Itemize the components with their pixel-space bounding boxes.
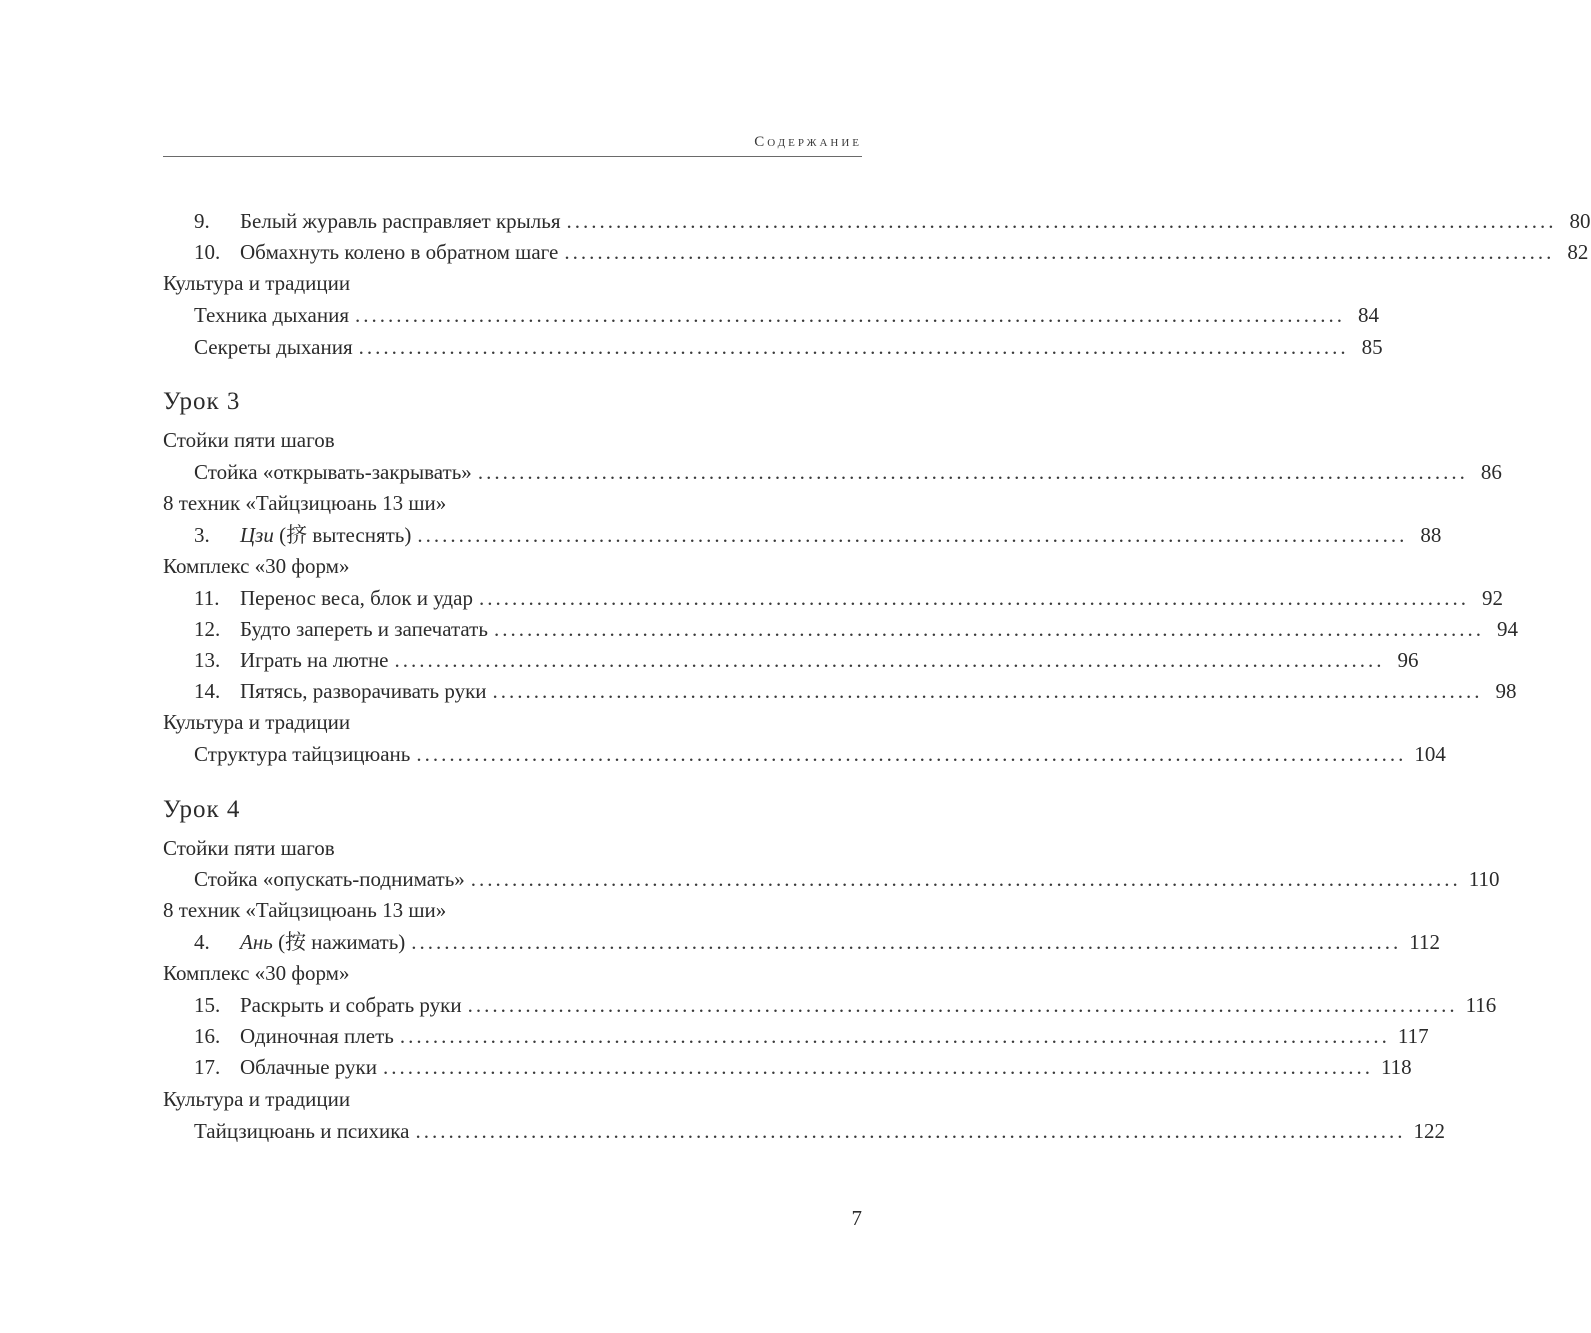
toc-entry[interactable] [163,237,1589,268]
section-heading: Комплекс «30 форм» [163,961,350,985]
entry-title [240,520,411,551]
entry-page: 98 [1495,679,1517,703]
section-heading: 8 техник «Тайцзицюань 13 ши» [163,898,447,922]
section-heading: Стойки пяти шагов [163,836,335,860]
toc-entry[interactable] [163,1052,1412,1083]
dot-leader: ........................................................................................................................ [467,993,1458,1017]
dot-leader: ........................................................................................................................ [477,460,1468,484]
dot-leader: ........................................................................................................................ [394,648,1385,672]
entry-number: 10. [194,240,221,264]
entry-page: 112 [1409,930,1441,954]
entry-number: 13. [194,648,221,672]
entry-page: 92 [1481,586,1503,610]
entry-title: Секреты дыхания [194,335,353,359]
toc-entry[interactable] [163,739,1446,770]
technique-translation: (按 нажимать) [272,930,406,954]
dot-leader: ........................................................................................................................ [566,209,1557,233]
toc-entry[interactable] [163,1116,1445,1147]
entry-title: Техника дыхания [194,303,349,327]
entry-page: 104 [1414,742,1446,766]
technique-term: Цзи [240,523,274,547]
header-rule [163,156,862,157]
section-heading: 8 техник «Тайцзицюань 13 ши» [163,491,447,515]
dot-leader: ........................................................................................................................ [417,523,1408,547]
entry-number: 3. [194,523,210,547]
dot-leader: ........................................................................................................................ [416,742,1407,766]
entry-page: 88 [1420,523,1442,547]
entry-number: 9. [194,209,210,233]
entry-page: 94 [1496,617,1518,641]
dot-leader: ........................................................................................................................ [354,303,1345,327]
toc-entry[interactable] [163,614,1518,645]
entry-number: 15. [194,993,221,1017]
entry-title: Играть на лютне [240,648,389,672]
entry-page: 80 [1569,209,1591,233]
running-head: Содержание [754,134,862,150]
entry-title: Раскрыть и собрать руки [240,993,462,1017]
entry-title: Одиночная плеть [240,1024,394,1048]
entry-page: 82 [1567,240,1589,264]
dot-leader: ........................................................................................................................ [492,679,1483,703]
entry-title: Пятясь, разворачивать руки [240,679,487,703]
dot-leader: ........................................................................................................................ [564,240,1555,264]
entry-number: 12. [194,617,221,641]
technique-translation: (挤 вытеснять) [273,523,412,547]
entry-title: Перенос веса, блок и удар [240,586,473,610]
toc-entry[interactable] [163,583,1503,614]
dot-leader: ........................................................................................................................ [415,1119,1406,1143]
entry-page: 117 [1397,1024,1429,1048]
entry-page: 96 [1397,648,1419,672]
section-heading: Культура и традиции [163,271,351,295]
entry-title: Облачные руки [240,1055,377,1079]
section-heading: Стойки пяти шагов [163,428,335,452]
toc-entry[interactable] [163,927,1441,958]
entry-page: 122 [1413,1119,1445,1143]
dot-leader: ........................................................................................................................ [382,1055,1373,1079]
lesson-3-title: Урок 3 [163,388,241,415]
entry-title [240,927,405,958]
entry-page: 85 [1361,335,1383,359]
entry-page: 84 [1357,303,1379,327]
toc-entry[interactable] [163,332,1383,363]
section-heading: Комплекс «30 форм» [163,554,350,578]
entry-title: Структура тайцзицюань [194,742,411,766]
entry-title: Стойка «открывать-закрывать» [194,460,472,484]
toc-entry[interactable] [163,990,1497,1021]
entry-number: 17. [194,1055,221,1079]
lesson-4-title: Урок 4 [163,796,241,823]
dot-leader: ........................................................................................................................ [493,617,1484,641]
toc-entry[interactable] [163,300,1379,331]
section-heading: Культура и традиции [163,1087,351,1111]
toc-entry[interactable] [163,520,1442,551]
toc-entry[interactable] [163,645,1419,676]
dot-leader: ........................................................................................................................ [411,930,1402,954]
dot-leader: ........................................................................................................................ [470,867,1461,891]
page-number: 7 [851,1206,862,1230]
entry-number: 11. [194,586,220,610]
section-heading: Культура и традиции [163,710,351,734]
entry-title: Обмахнуть колено в обратном шаге [240,240,559,264]
entry-page: 110 [1468,867,1500,891]
entry-number: 14. [194,679,221,703]
entry-page: 116 [1465,993,1497,1017]
entry-title: Стойка «опускать-поднимать» [194,867,465,891]
technique-term: Ань [240,930,273,954]
toc-entry[interactable] [163,206,1591,237]
toc-entry[interactable] [163,864,1500,895]
entry-number: 4. [194,930,210,954]
entry-title: Белый журавль расправляет крылья [240,209,561,233]
toc-entry[interactable] [163,1021,1429,1052]
entry-title: Тайцзицюань и психика [194,1119,410,1143]
dot-leader: ........................................................................................................................ [399,1024,1390,1048]
entry-title: Будто запереть и запечатать [240,617,488,641]
dot-leader: ........................................................................................................................ [358,335,1349,359]
entry-page: 86 [1480,460,1502,484]
toc-entry[interactable] [163,457,1502,488]
entry-number: 16. [194,1024,221,1048]
entry-page: 118 [1380,1055,1412,1079]
dot-leader: ........................................................................................................................ [478,586,1469,610]
toc-entry[interactable] [163,676,1517,707]
